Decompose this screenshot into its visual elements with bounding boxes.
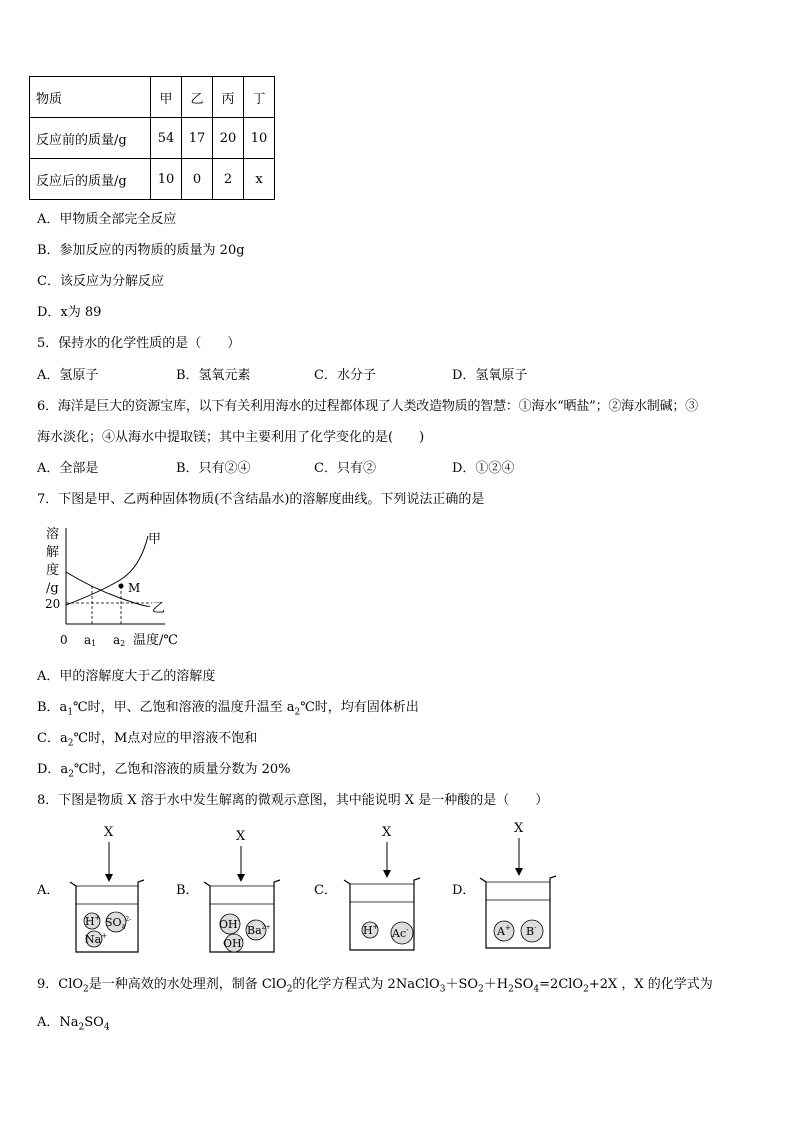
q4-option-b: B．参加反应的丙物质的质量为 20g (37, 243, 245, 258)
table-cell: 10 (244, 118, 275, 159)
arrow-label: X (104, 825, 114, 840)
ion-a-label: A+ (497, 924, 511, 938)
q7-option-d: D．$a_2℃$时，乙饱和溶液的质量分数为 20% (37, 762, 291, 780)
table-cell: 物质 (30, 77, 151, 118)
ion-oh-label: OH- (219, 917, 240, 931)
solubility-graph (40, 520, 200, 650)
q5-stem: 5．保持水的化学性质的是（ ） (37, 336, 241, 351)
table-cell: 17 (182, 118, 213, 159)
q9-stem: 9．ClO$_2$是一种高效的水处理剂，制备 ClO$_2$的化学方程式为 $2NaClO_3+SO_2+H_2SO_4=2ClO_2+2X$ ，X 的化学式为 (37, 977, 713, 995)
arrow-down-icon (105, 874, 113, 882)
y-label-4: /g (46, 581, 59, 596)
q7-stem: 7．下图是甲、乙两种固体物质(不含结晶水)的溶解度曲线。下列说法正确的是 (37, 492, 485, 507)
q6-option-a: A．全部是 (37, 461, 99, 476)
x-origin: 0 (60, 633, 68, 647)
table-cell: 乙 (182, 77, 213, 118)
beaker-d (476, 816, 566, 954)
q5-option-d: D．氢氧原子 (452, 368, 528, 383)
beaker-a-letter: A． (37, 883, 60, 898)
q4-option-d: D．x为 89 (37, 305, 102, 320)
q5-option-a: A．氢原子 (37, 368, 99, 383)
arrow-down-icon (515, 868, 523, 876)
table-cell: 丙 (213, 77, 244, 118)
q4-option-a: A．甲物质全部完全反应 (37, 212, 177, 227)
arrow-down-icon (237, 874, 245, 882)
table-cell: 丁 (244, 77, 275, 118)
q5-option-c: C．水分子 (314, 368, 376, 383)
q7-option-b: B．$a_1℃$时，甲、乙饱和溶液的温度升温至 $a_2℃$时，均有固体析出 (37, 700, 419, 718)
q6-option-c: C．只有② (314, 461, 376, 476)
x-tick-a1: a1 (84, 633, 97, 648)
y-tick-20: 20 (45, 597, 61, 611)
table-cell: 0 (182, 159, 213, 200)
table-row (30, 77, 275, 118)
ion-ba-label: $Ba^{2+}$ (247, 924, 271, 937)
q4-option-c: C．该反应为分解反应 (37, 274, 164, 289)
beaker-b (196, 824, 286, 962)
ion-so4-label: $SO_4^{2-}$ (105, 916, 132, 931)
ion-oh-2-label: OH- (223, 936, 244, 950)
arrow-label: X (236, 829, 246, 844)
beaker-b-letter: B． (176, 883, 199, 898)
q8-stem: 8．下图是物质 X 溶于水中发生解离的微观示意图，其中能说明 X 是一种酸的是（ ） (37, 793, 549, 808)
ion-h-label: H+ (85, 914, 101, 928)
q6-stem-line2: 海水淡化；④从海水中提取镁；其中主要利用了化学变化的是( ) (37, 430, 425, 445)
table-cell: 20 (213, 118, 244, 159)
q7-option-c: C．$a_2℃$时，M点对应的甲溶液不饱和 (37, 731, 258, 749)
table-cell: 反应前的质量/g (30, 118, 151, 159)
arrow-label: X (382, 825, 392, 840)
point-m (119, 584, 124, 589)
table-row (30, 159, 275, 200)
ion-ac-label: Ac- (392, 926, 409, 940)
beaker-d-letter: D． (452, 883, 476, 898)
table-cell: 54 (151, 118, 182, 159)
x-label: 温度/℃ (133, 633, 178, 648)
q9-option-a: A．$Na_2SO_4$ (37, 1015, 110, 1033)
beaker-outline (480, 876, 556, 948)
beaker-a (62, 820, 152, 958)
beaker-c (340, 820, 430, 958)
y-label-1: 溶 (46, 527, 60, 542)
table-cell: 反应后的质量/g (30, 159, 151, 200)
arrow-down-icon (383, 870, 391, 878)
q6-option-b: B．只有②④ (176, 461, 251, 476)
ion-b-label: B- (526, 924, 537, 938)
x-tick-a2: a2 (113, 633, 126, 648)
point-m-label: M (128, 581, 141, 595)
table-cell: x (244, 159, 275, 200)
table-cell: 2 (213, 159, 244, 200)
q5-option-b: B．氢氧元素 (176, 368, 251, 383)
q6-stem-line1: 6．海洋是巨大的资源宝库，以下有关利用海水的过程都体现了人类改造物质的智慧：①海水“晒盐”；②海水制碱；③ (37, 399, 698, 414)
y-label-2: 解 (46, 545, 60, 560)
arrow-label: X (514, 821, 524, 836)
table-cell: 10 (151, 159, 182, 200)
ion-na-label: Na+ (85, 932, 108, 946)
q7-option-a: A．甲的溶解度大于乙的溶解度 (37, 669, 216, 684)
ion-h-label: H+ (363, 923, 379, 937)
mass-table (29, 76, 275, 200)
beaker-c-letter: C． (314, 883, 337, 898)
table-cell: 甲 (151, 77, 182, 118)
curve-yi-label: 乙 (152, 601, 166, 616)
table-row (30, 118, 275, 159)
curve-jia-label: 甲 (148, 532, 162, 547)
q6-option-d: D．①②④ (452, 461, 515, 476)
y-label-3: 度 (46, 563, 60, 578)
